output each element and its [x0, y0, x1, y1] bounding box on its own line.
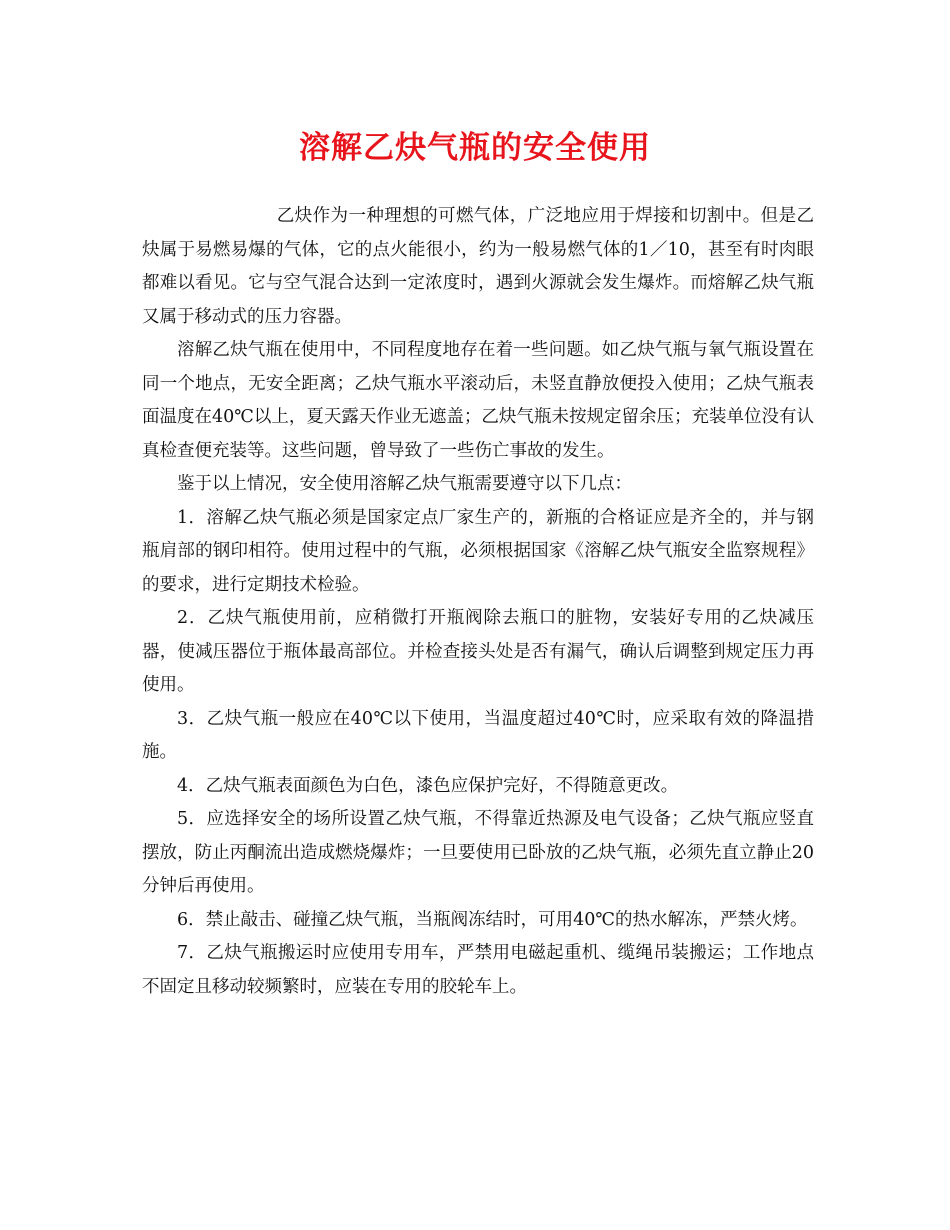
paragraph-rule-4: 4．乙炔气瓶表面颜色为白色，漆色应保护完好，不得随意更改。 — [177, 775, 679, 796]
paragraph-rule-5: 5．应选择安全的场所设置乙炔气瓶，不得靠近热源及电气设备；乙炔气瓶应竖直摆放，防止丙酮流出造成燃烧爆炸；一旦要使用已卧放的乙炔气瓶，必须先直立静止20分钟后再使用。 — [142, 809, 814, 896]
paragraph-problems: 溶解乙炔气瓶在使用中，不同程度地存在着一些问题。如乙炔气瓶与氧气瓶设置在同一个地点，无安全距离；乙炔气瓶水平滚动后，未竖直静放便投入使用；乙炔气瓶表面温度在40℃以上，夏天露天作业无遮盖；乙炔气瓶未按规定留余压；充装单位没有认真检查便充装等。这些问题，曾导致了一些伤亡事故的发生。 — [142, 340, 814, 461]
paragraph-intro: 乙炔作为一种理想的可燃气体，广泛地应用于焊接和切割中。但是乙炔属于易燃易爆的气体，它的点火能很小，约为一般易燃气体的1／10，甚至有时肉眼都难以看见。它与空气混合达到一定浓度时，遇到火源就会发生爆炸。而熔解乙炔气瓶又属于移动式的压力容器。 — [142, 206, 814, 327]
page-title: 溶解乙炔气瓶的安全使用 — [299, 130, 651, 166]
paragraph-rule-7: 7．乙炔气瓶搬运时应使用专用车，严禁用电磁起重机、缆绳吊装搬运；工作地点不固定且移动较频繁时，应装在专用的胶轮车上。 — [142, 943, 814, 997]
paragraph-rule-2: 2．乙炔气瓶使用前，应稍微打开瓶阀除去瓶口的脏物，安装好专用的乙炔减压器，使减压器位于瓶体最高部位。并检查接头处是否有漏气，确认后调整到规定压力再使用。 — [142, 608, 814, 695]
paragraph-rule-1: 1．溶解乙炔气瓶必须是国家定点厂家生产的，新瓶的合格证应是齐全的，并与钢瓶肩部的钢印相符。使用过程中的气瓶，必须根据国家《溶解乙炔气瓶安全监察规程》的要求，进行定期技术检验。 — [142, 507, 814, 595]
paragraph-rule-6: 6．禁止敲击、碰撞乙炔气瓶，当瓶阀冻结时，可用40℃的热水解冻，严禁火烤。 — [177, 909, 808, 930]
paragraph-rule-3: 3．乙炔气瓶一般应在40℃以下使用，当温度超过40℃时，应采取有效的降温措施。 — [142, 708, 814, 762]
paragraph-rules-intro: 鉴于以上情况，安全使用溶解乙炔气瓶需要遵守以下几点： — [177, 474, 632, 494]
document-body — [142, 200, 814, 1004]
